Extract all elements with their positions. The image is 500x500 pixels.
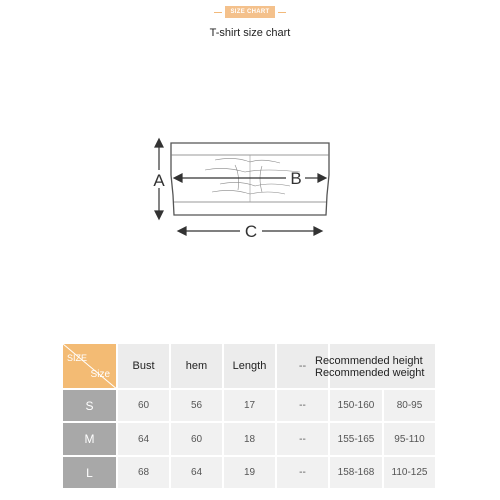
garment-wrinkles [205,158,300,194]
cell-l-bust: 68 [118,457,171,490]
cell-s-bust: 60 [118,390,171,423]
column-header-height: Recommended height [315,355,423,367]
corner-size-label-bottom: Size [90,369,110,380]
label-b: B [290,169,302,188]
column-header-bust: Bust [118,344,171,390]
row-header-l: L [63,457,118,490]
cell-l-length: 19 [224,457,277,490]
cell-s-height: 150-160 [330,390,384,423]
size-chart-badge: SIZE CHART [225,6,275,18]
cell-l-dash: -- [277,457,330,490]
corner-size-label-top: SIZE [67,353,88,363]
cell-m-height: 155-165 [330,423,384,457]
cell-m-weight: 95-110 [384,423,437,457]
cell-m-dash: -- [277,423,330,457]
column-header-hem: hem [171,344,224,390]
size-table [63,344,437,490]
cell-l-hem: 64 [171,457,224,490]
column-header-dash: -- [277,344,330,390]
cell-m-bust: 64 [118,423,171,457]
cell-s-hem: 56 [171,390,224,423]
cell-s-weight: 80-95 [384,390,437,423]
cell-s-dash: -- [277,390,330,423]
cell-m-length: 18 [224,423,277,457]
cell-l-weight: 110-125 [384,457,437,490]
cell-l-height: 158-168 [330,457,384,490]
label-a: A [153,171,165,190]
row-header-s: S [63,390,118,423]
column-header-length: Length [224,344,277,390]
column-header-recommended [315,355,424,379]
page-title: T-shirt size chart [209,27,291,39]
cell-s-length: 17 [224,390,277,423]
column-header-weight: Recommended weight [315,367,425,379]
cell-m-hem: 60 [171,423,224,457]
garment-outline [171,143,329,215]
label-c: C [244,222,258,241]
table-corner [63,344,118,390]
row-header-m: M [63,423,118,457]
corner-diagonal [63,344,118,390]
